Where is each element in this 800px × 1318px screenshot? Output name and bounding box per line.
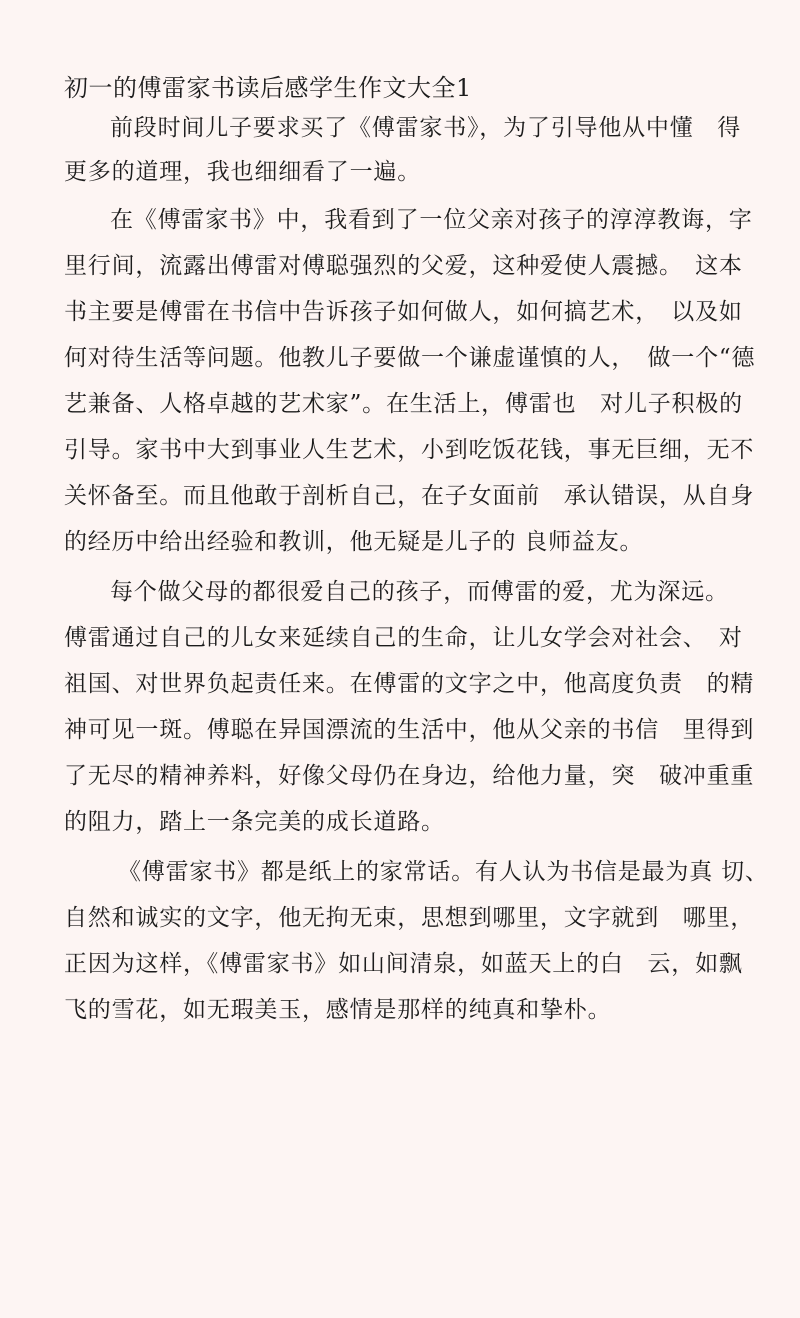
paragraph-1-line-2: 更多的道理，我也细细看了一遍。 [64,159,421,185]
paragraph-3-line-1: 每个做父母的都很爱自己的孩子，而傅雷的爱，尤为深远。 [110,579,729,605]
paragraph-3-line-6: 的阻力，踏上一条完美的成长道路。 [64,809,445,835]
paragraph-3-line-4: 神可见一斑。傅聪在异国漂流的生活中，他从父亲的书信 里得到 [64,717,755,743]
paragraph-2-line-6: 引导。家书中大到事业人生艺术，小到吃饭花钱，事无巨细，无不 [64,437,755,463]
paragraph-4-line-1: 《傅雷家书》都是纸上的家常话。有人认为书信是最为真 切、 [118,859,769,885]
paragraph-2-line-1: 在《傅雷家书》中，我看到了一位父亲对孩子的淳淳教诲，字 [110,207,753,233]
paragraph-4-line-3: 正因为这样，《傅雷家书》如山间清泉，如蓝天上的白 云，如飘 [64,951,743,977]
paragraph-2-line-8: 的经历中给出经验和教训，他无疑是儿子的 良师益友。 [64,529,644,555]
paragraph-1-line-1: 前段时间儿子要求买了《傅雷家书》，为了引导他从中懂 得 [110,115,742,141]
paragraph-3-line-5: 了无尽的精神养料，好像父母仍在身边，给他力量，突 破冲重重 [64,763,755,789]
paragraph-2-line-3: 书主要是傅雷在书信中告诉孩子如何做人，如何搞艺术， 以及如 [64,299,743,325]
document-title: 初一的傅雷家书读后感学生作文大全1 [64,74,472,102]
paragraph-3-line-2: 傅雷通过自己的儿女来延续自己的生命，让儿女学会对社会、 对 [64,625,743,651]
paragraph-3-line-3: 祖国、对世界负起责任来。在傅雷的文字之中，他高度负责 的精 [64,671,755,697]
paragraph-2-line-2: 里行间，流露出傅雷对傅聪强烈的父爱，这种爱使人震撼。 这本 [64,253,743,279]
paragraph-2-line-4: 何对待生活等问题。他教儿子要做一个谦虚谨慎的人， 做一个“德 [64,345,756,371]
paragraph-2-line-7: 关怀备至。而且他敢于剖析自己，在子女面前 承认错误，从自身 [64,483,755,509]
paragraph-2-line-5: 艺兼备、人格卓越的艺术家”。在生活上，傅雷也 对儿子积极的 [64,391,743,417]
paragraph-4-line-4: 飞的雪花，如无瑕美玉，感情是那样的纯真和挚朴。 [64,997,612,1023]
paragraph-4-line-2: 自然和诚实的文字，他无拘无束，思想到哪里，文字就到 哪里， [64,905,755,931]
